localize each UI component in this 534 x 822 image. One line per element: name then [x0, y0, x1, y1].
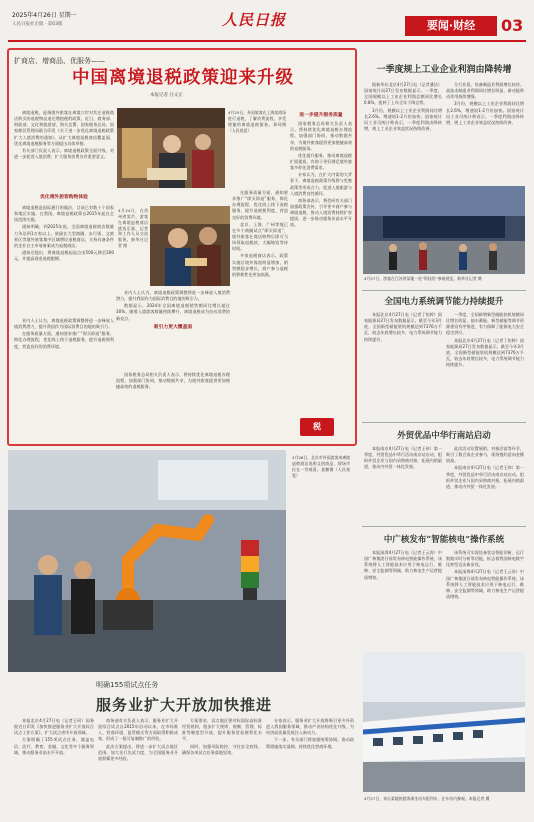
paragraph: 北京、上海、广州等地已在多个商圈试点“即买即退”，境外旅客在商店购物后即可当场领取退税款，大幅缩短等待时间。: [232, 221, 288, 252]
right1-col-b: [446, 82, 524, 182]
divider: [362, 290, 526, 291]
paragraph: 方案明确了155项试点任务，涵盖电信、医疗、教育、金融、文化等多个服务领域，推动服务业高水平开放。: [14, 737, 94, 755]
divider: [362, 526, 526, 527]
paragraph: 本报深圳4月27日电（记者王云涛）中国广核集团日前发布核电智能操作系统，该系统将人工智能技术应用于核电运行、维修、安全监测等领域，助力核电生产运营提质增效。: [364, 550, 442, 580]
paragraph: 下一步，有关部门将加强统筹协调，推动政策措施落实落细，持续优化营商环境。: [266, 737, 354, 749]
lead-headline: 中国离境退税政策迎来升级: [72, 68, 294, 88]
lead-subhead-1: 优化境外旅客购物体验: [40, 195, 88, 200]
paragraph: 离境退税，是指境外旅客在离境口岸对其在退税商店购买的退税物品退还增值税的政策。近日，商务部、财政部、文化和旅游部、海关总署、国家税务总局、国家移民管理局联合印发《关于进一步优化离境退税政策扩大入境消费的通知》，从扩大离境退税商店覆盖面、优化离境退税服务等方面提出具体举措。: [14, 110, 114, 146]
paragraph: 通知还提出，将离境退税起退点由500元降至200元，并提高现金退税限额。: [14, 249, 114, 262]
lead-caption-3: 4月26日，北京市外国游客来离境退税商店选购文创商品，现场市民在一旁观看。聂鹏摄（人民视觉）: [292, 455, 351, 478]
lead-col3-text: [232, 190, 288, 420]
paragraph: 本报北京4月27日电（记者王珂）国务院近日印发《加快推进服务业扩大开放综合试点工作方案》，扩大试点省市开放领域。: [14, 718, 94, 736]
paragraph: 商务部有关负责人表示，服务业扩大开放综合试点自2015年启动以来，在市场准入、营商环境、监管模式等方面取得积极成效，形成了一批可复制推广的经验。: [98, 718, 178, 742]
right-headline-1: 一季度规上工业企业利润由降转增: [376, 65, 512, 75]
section-label: 要闻·财经: [405, 16, 497, 36]
masthead: [8, 6, 526, 40]
paragraph: 本报北京4月27日电（记者丁怡婷）国家能源局27日发布数据显示，截至今年3月底，全国新型储能装机规模达到7376万千瓦，较去年底增长较多，电力系统调节能力持续提升。: [364, 312, 442, 342]
paragraph: 专家认为，在扩大内需的大背景下，离境退税政策升级将与免签政策等形成合力，促进入境旅游与入境消费良性循环。: [290, 172, 352, 196]
paragraph: 本报南京4月27日电（记者王伟）第一季度，外贸优品中华行活动南京站启动，组织外贸企业与国内采购商对接，拓展内销渠道，推动内外贸一体化发展。: [364, 446, 442, 470]
paragraph: 数据显示，2024年全国离境退税销售额同比增长超过30%。随着入境游客数量持续攀升，离境退税成为拉动消费的新亮点。: [116, 303, 230, 321]
right-photo-train: [363, 652, 525, 792]
bottom-col3: [182, 718, 262, 818]
paragraph: 同时，加强风险防控，守住安全底线，确保各项试点任务落地见效。: [182, 743, 262, 755]
right4-col-b: [446, 550, 524, 646]
lead-col1-text: [14, 110, 114, 190]
lead-byline: 本报记者 汪文正: [150, 93, 183, 98]
right3-col-b: [446, 446, 524, 516]
lead-caption-2: 4月24日，在贵州省某市，游客在离境退税商店挑选乐器，记者和工作人员交流服务。新华社记者 摄: [118, 208, 148, 249]
tax-refund-stamp: 税: [300, 418, 334, 436]
paragraph: 优化提升服务，推动离境退税扩面提质，有助于更好满足境外旅客多样化消费需求。: [290, 152, 352, 171]
paragraph: 专家表示，服务业扩大开放将吸引更多外资进入我国服务领域，推动产业结构优化升级，为经济高质量发展注入新动力。: [266, 718, 354, 736]
paragraph: 此次方案提出，将进一步扩大试点地区范围，加大先行先试力度，为全国服务业开放积累更多经验。: [98, 743, 178, 761]
right-caption-2: 4月27日，来自某地的游客乘坐动车组列车，在车站内参观。本报记者 摄: [364, 796, 490, 801]
right-photo-expo: [363, 186, 525, 274]
right4-col-a: [364, 550, 442, 646]
right-headline-4: 中广核发布“智能核电”操作系统: [383, 535, 505, 545]
right-headline-2: 全国电力系统调节能力持续提升: [384, 297, 504, 307]
paragraph: 在服务质量方面，通知要求推广“即买即退”服务，简化办理流程，优化线上线下退税服务，提升退税便利度，营造良好的消费环境。: [232, 190, 288, 220]
right2-col-b: [446, 312, 524, 392]
bottom-col1: [14, 718, 94, 818]
paragraph: 在服务质量方面，通知要求推广“即买即退”服务，简化办理流程，优化线上线下退税服务，提升退税便利度，营造良好的消费环境。: [14, 331, 114, 349]
paragraph: 3月份，规模以上工业企业利润同比增长2.6%，增速较1-2月份加快。国家统计局工业司统计师表示，一季度利润由降转增，规上工业企业效益状况持续改善。: [364, 107, 442, 131]
paragraph: 业内人士认为，离境退税政策调整将进一步释放入境消费潜力，提升我国作为国际消费目的地的吸引力。: [14, 318, 114, 330]
paragraph: 商务部表示，将会同有关部门加强政策宣传，引导更多商户参与离境退税，推动入境消费持续扩容提质，进一步推动服务业高水平开放。: [290, 197, 352, 228]
divider: [362, 422, 526, 423]
lead-photo-shop: [117, 108, 225, 188]
lead-subhead-2: 吸引力更大覆盖面: [153, 324, 193, 330]
paragraph: 据新华社北京4月27日电（记者潘洁）国家统计局27日发布数据显示，一季度，全国规模以上工业企业利润总额同比增长0.8%，扭转了上年全年下降态势。: [364, 82, 442, 106]
lead-col1b-text: [14, 205, 114, 315]
header-rule: [8, 40, 526, 42]
paragraph: 本报北京4月27日电（记者丁怡婷）国家能源局27日发布数据显示，截至今年3月底，全国新型储能装机规模达到7376万千瓦，较去年底增长较多，电力系统调节能力持续提升。: [446, 337, 524, 368]
paragraph: 该系统可实现设备状态智能诊断、运行数据实时分析等功能，标志着我国核电数字化转型迈出新步伐。: [446, 550, 524, 568]
lead-col1c-text: [14, 318, 114, 418]
paragraph: 方案要求，试点地区要对标国际高标准经贸规则，稳步扩大规则、规制、管理、标准等制度型开放，提升服务贸易便利化水平。: [182, 718, 262, 742]
bottom-col2: [98, 718, 178, 818]
page-number: 03: [501, 16, 524, 35]
paragraph: 国家税务总局相关负责人表示，将持续优化离境退税办理流程，加强部门协同，推动数据共享，为境外旅客提供更加便捷高效的退税服务。: [290, 121, 352, 151]
lead-col2b-text: [116, 372, 230, 418]
paragraph: 分行业看，装备制造业利润增长较快，高技术制造业利润同比增长明显，新动能带动作用持续增强。: [446, 82, 524, 100]
right2-col-a: [364, 312, 442, 392]
right-caption-1: 4月27日，游客在江苏省某地一处“科技馆”参观展览。新华社记者 摄: [364, 276, 482, 281]
paragraph: 本报深圳4月27日电（记者王云涛）中国广核集团日前发布核电智能操作系统，该系统将人工智能技术应用于核电运行、维修、安全监测等领域，助力核电生产运营提质增效。: [446, 569, 524, 599]
issue-date: 2025年4月26日 星期一: [12, 12, 77, 19]
bottom-headline: 服务业扩大开放加快推进: [95, 696, 272, 714]
paragraph: 有关部门负责人表示，离境退税政策全面升级，对进一步促进入境消费、扩大服务消费具有重要意义。: [14, 147, 114, 159]
lead-kicker: 扩商店、增商品、优服务——: [14, 57, 105, 65]
newspaper-logo: 人民日报: [222, 11, 287, 29]
factory-robot-photo: [8, 450, 286, 672]
lead-col2-text: [116, 290, 230, 370]
paragraph: 一季度，全国新增新型储能装机规模同比增长明显，抽水蓄能、新型储能等调节资源建设有序推进，有力保障了能源电力安全稳定供应。: [446, 312, 524, 336]
paragraph: 多家退税商店表示，政策实施后境外客流明显增加，销售额稳步增长，商户参与退税的积极性也更加高涨。: [232, 253, 288, 277]
lead-caption-1: 4月25日，外国旅客在上海某商场进行退税，了解消费流程，享受便捷的离境退税服务。郑珂摄（人民视觉）: [228, 110, 287, 133]
paragraph: 3月份，规模以上工业企业利润同比增长2.6%，增速较1-2月份加快。国家统计局工业司统计师表示，一季度利润由降转增，规上工业企业效益状况持续改善。: [446, 101, 524, 125]
lead-col4-text: [290, 110, 352, 416]
right-headline-3: 外贸优品中华行南站启动: [397, 431, 491, 441]
lead-subhead-3: 进一步提升服务质量: [299, 113, 343, 118]
paragraph: 离境退税是国际通行的做法，目前已有数十个国家和地区实施。在我国，离境退税政策自2015年起在全国范围实施。: [14, 205, 114, 223]
bottom-col4: [266, 718, 354, 818]
bottom-kicker: 明确155项试点任务: [96, 681, 159, 689]
lead-photo-instrument: [150, 206, 230, 286]
paragraph: 业内人士认为，离境退税政策调整将进一步释放入境消费潜力，提升我国作为国际消费目的地的吸引力。: [116, 290, 230, 302]
paragraph: 本报南京4月27日电（记者王伟）第一季度，外贸优品中华行活动南京站启动，组织外贸企业与国内采购商对接，拓展内销渠道，推动内外贸一体化发展。: [446, 465, 524, 489]
paragraph: 国家税务总局相关负责人表示，将持续优化离境退税办理流程，加强部门协同，推动数据共享，为境外旅客提供更加便捷高效的退税服务。: [116, 372, 230, 390]
right1-col-a: [364, 82, 442, 182]
issue-subtitle: 人民日报社出版 · 第03版: [12, 22, 63, 27]
right3-col-a: [364, 446, 442, 516]
paragraph: 通知明确，到2025年底，全国离境退税商店数量力争达到1万家以上。鼓励在大型商圈、步行街、文旅景区等境外旅客集中区域增设退税商店，支持具备条件的企业自主申请备案成为退税商店。: [14, 224, 114, 248]
paragraph: 此次活动设置展销、对接洽谈等环节，吸引了数百家企业参与，现场签约意向金额较高。: [446, 446, 524, 464]
